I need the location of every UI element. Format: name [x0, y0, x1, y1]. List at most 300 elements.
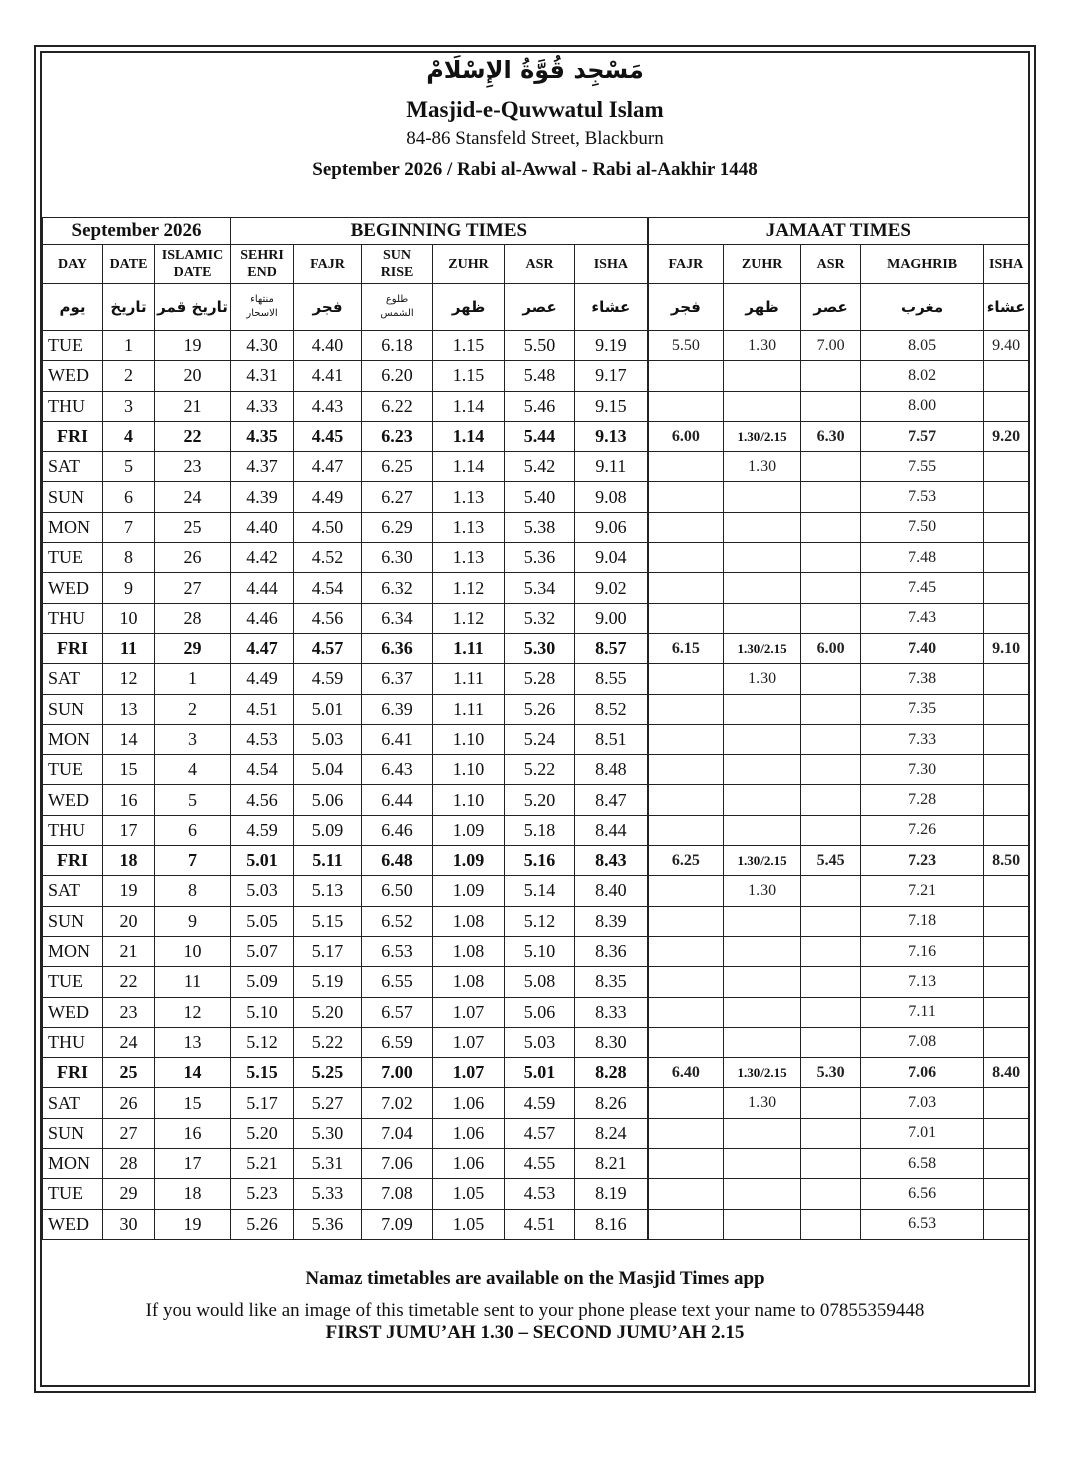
cell-sehri: 4.31 — [231, 361, 294, 391]
cell-day: WED — [43, 361, 103, 391]
table-row — [43, 573, 1029, 603]
cell-asr: 5.26 — [505, 694, 575, 724]
cell-j-fajr — [648, 755, 724, 785]
cell-j-fajr — [648, 967, 724, 997]
cell-j-maghrib: 8.05 — [861, 331, 984, 361]
month-heading: September 2026 / Rabi al-Awwal - Rabi al-Aakhir 1448 — [312, 159, 758, 180]
cell-j-zuhr — [724, 1149, 801, 1179]
cell-date: 24 — [103, 1027, 155, 1057]
cell-islamic: 6 — [155, 815, 231, 845]
cell-isha: 9.06 — [575, 512, 648, 542]
ar-col-asr: عصر — [505, 284, 575, 331]
cell-day: SAT — [43, 1088, 103, 1118]
cell-j-asr — [801, 361, 861, 391]
table-row — [43, 391, 1029, 421]
cell-fajr: 5.31 — [294, 1149, 362, 1179]
cell-j-isha — [984, 543, 1029, 573]
col-fajr: FAJR — [294, 245, 362, 284]
table-row — [43, 876, 1029, 906]
cell-j-maghrib: 7.43 — [861, 603, 984, 633]
cell-day: MON — [43, 936, 103, 966]
cell-day: WED — [43, 1209, 103, 1239]
cell-isha: 9.19 — [575, 331, 648, 361]
cell-fajr: 4.57 — [294, 633, 362, 663]
cell-islamic: 1 — [155, 664, 231, 694]
cell-islamic: 12 — [155, 997, 231, 1027]
cell-j-maghrib: 7.23 — [861, 846, 984, 876]
cell-sunrise: 6.30 — [362, 543, 433, 573]
cell-j-fajr — [648, 785, 724, 815]
cell-sunrise: 7.08 — [362, 1179, 433, 1209]
cell-isha: 9.02 — [575, 573, 648, 603]
cell-sehri: 5.15 — [231, 1058, 294, 1088]
cell-j-zuhr: 1.30/2.15 — [724, 633, 801, 663]
ar-col-date: تاريخ — [103, 284, 155, 331]
cell-j-maghrib: 7.50 — [861, 512, 984, 542]
table-row — [43, 936, 1029, 966]
cell-islamic: 2 — [155, 694, 231, 724]
cell-islamic: 11 — [155, 967, 231, 997]
cell-date: 30 — [103, 1209, 155, 1239]
cell-zuhr: 1.08 — [433, 967, 505, 997]
ar-col-sunrise: طلوع الشمس — [362, 284, 433, 331]
cell-zuhr: 1.10 — [433, 785, 505, 815]
cell-sehri: 4.42 — [231, 543, 294, 573]
cell-day: SAT — [43, 452, 103, 482]
ar-col-jamaat-asr: عصر — [801, 284, 861, 331]
table-row — [43, 603, 1029, 633]
cell-sehri: 5.01 — [231, 846, 294, 876]
cell-day: TUE — [43, 1179, 103, 1209]
arabic-masjid-name: مَسْجِد قُوَّةُ الإِسْلَامْ — [426, 56, 644, 84]
cell-j-fajr — [648, 573, 724, 603]
table-row — [43, 633, 1029, 663]
cell-j-zuhr — [724, 694, 801, 724]
cell-j-asr — [801, 1027, 861, 1057]
cell-asr: 4.55 — [505, 1149, 575, 1179]
cell-isha: 9.04 — [575, 543, 648, 573]
cell-j-fajr — [648, 452, 724, 482]
cell-j-asr — [801, 603, 861, 633]
ar-col-jamaat-maghrib: مغرب — [861, 284, 984, 331]
col-zuhr: ZUHR — [433, 245, 505, 284]
cell-zuhr: 1.13 — [433, 543, 505, 573]
cell-j-isha: 8.40 — [984, 1058, 1029, 1088]
cell-j-fajr — [648, 664, 724, 694]
cell-j-asr — [801, 391, 861, 421]
timetable-header — [42, 52, 1028, 217]
cell-day: FRI — [43, 421, 103, 451]
cell-j-asr — [801, 664, 861, 694]
cell-fajr: 5.17 — [294, 936, 362, 966]
cell-fajr: 5.30 — [294, 1118, 362, 1148]
cell-zuhr: 1.05 — [433, 1179, 505, 1209]
cell-date: 4 — [103, 421, 155, 451]
ar-col-islamic: تاريخ قمر — [155, 284, 231, 331]
cell-j-isha — [984, 1209, 1029, 1239]
cell-j-zuhr: 1.30 — [724, 1088, 801, 1118]
cell-zuhr: 1.10 — [433, 724, 505, 754]
cell-j-zuhr — [724, 512, 801, 542]
cell-zuhr: 1.13 — [433, 512, 505, 542]
cell-islamic: 25 — [155, 512, 231, 542]
cell-zuhr: 1.08 — [433, 906, 505, 936]
cell-zuhr: 1.15 — [433, 331, 505, 361]
cell-asr: 5.32 — [505, 603, 575, 633]
cell-sehri: 5.20 — [231, 1118, 294, 1148]
cell-date: 23 — [103, 997, 155, 1027]
cell-fajr: 5.27 — [294, 1088, 362, 1118]
cell-sunrise: 6.55 — [362, 967, 433, 997]
cell-fajr: 5.25 — [294, 1058, 362, 1088]
cell-j-maghrib: 7.57 — [861, 421, 984, 451]
cell-j-maghrib: 7.40 — [861, 633, 984, 663]
cell-j-fajr: 6.00 — [648, 421, 724, 451]
cell-date: 10 — [103, 603, 155, 633]
cell-islamic: 18 — [155, 1179, 231, 1209]
cell-j-isha: 9.40 — [984, 331, 1029, 361]
cell-asr: 4.51 — [505, 1209, 575, 1239]
cell-j-fajr — [648, 997, 724, 1027]
cell-j-fajr — [648, 1179, 724, 1209]
cell-fajr: 5.04 — [294, 755, 362, 785]
cell-j-fajr — [648, 482, 724, 512]
cell-day: THU — [43, 815, 103, 845]
cell-day: MON — [43, 724, 103, 754]
cell-zuhr: 1.11 — [433, 633, 505, 663]
cell-j-asr — [801, 482, 861, 512]
cell-j-maghrib: 7.06 — [861, 1058, 984, 1088]
cell-sunrise: 6.36 — [362, 633, 433, 663]
cell-j-asr — [801, 543, 861, 573]
col-sunrise: SUN RISE — [362, 245, 433, 284]
table-row — [43, 755, 1029, 785]
cell-j-zuhr — [724, 997, 801, 1027]
cell-j-zuhr: 1.30/2.15 — [724, 1058, 801, 1088]
table-row — [43, 906, 1029, 936]
cell-date: 27 — [103, 1118, 155, 1148]
table-row — [43, 331, 1029, 361]
cell-isha: 8.51 — [575, 724, 648, 754]
ar-col-fajr: فجر — [294, 284, 362, 331]
timetable-body — [43, 331, 1029, 1240]
cell-j-maghrib: 7.38 — [861, 664, 984, 694]
cell-j-isha — [984, 1149, 1029, 1179]
cell-day: FRI — [43, 846, 103, 876]
cell-j-isha — [984, 391, 1029, 421]
cell-j-zuhr: 1.30 — [724, 452, 801, 482]
cell-isha: 8.33 — [575, 997, 648, 1027]
cell-isha: 8.48 — [575, 755, 648, 785]
ar-col-jamaat-isha: عشاء — [984, 284, 1029, 331]
cell-j-asr — [801, 1209, 861, 1239]
cell-asr: 4.53 — [505, 1179, 575, 1209]
cell-j-asr — [801, 997, 861, 1027]
cell-sehri: 4.35 — [231, 421, 294, 451]
cell-j-maghrib: 8.00 — [861, 391, 984, 421]
cell-j-isha: 8.50 — [984, 846, 1029, 876]
cell-sunrise: 6.25 — [362, 452, 433, 482]
cell-zuhr: 1.11 — [433, 694, 505, 724]
cell-isha: 9.15 — [575, 391, 648, 421]
cell-asr: 5.06 — [505, 997, 575, 1027]
cell-sunrise: 6.18 — [362, 331, 433, 361]
cell-islamic: 3 — [155, 724, 231, 754]
text-note: If you would like an image of this timetable sent to your phone please text your name to 07855359448 — [145, 1300, 925, 1321]
cell-isha: 8.39 — [575, 906, 648, 936]
cell-j-isha — [984, 482, 1029, 512]
cell-sunrise: 6.53 — [362, 936, 433, 966]
cell-day: SUN — [43, 906, 103, 936]
cell-islamic: 10 — [155, 936, 231, 966]
cell-asr: 5.22 — [505, 755, 575, 785]
cell-isha: 8.19 — [575, 1179, 648, 1209]
cell-j-isha — [984, 361, 1029, 391]
cell-islamic: 17 — [155, 1149, 231, 1179]
cell-zuhr: 1.07 — [433, 1058, 505, 1088]
cell-sunrise: 6.37 — [362, 664, 433, 694]
cell-j-isha — [984, 906, 1029, 936]
jumuah-note: FIRST JUMU’AH 1.30 – SECOND JUMU’AH 2.15 — [325, 1322, 745, 1343]
cell-isha: 8.44 — [575, 815, 648, 845]
cell-j-maghrib: 7.30 — [861, 755, 984, 785]
cell-date: 17 — [103, 815, 155, 845]
cell-sehri: 4.37 — [231, 452, 294, 482]
month-group-label: September 2026 — [43, 218, 231, 245]
cell-j-asr — [801, 1149, 861, 1179]
cell-islamic: 4 — [155, 755, 231, 785]
cell-asr: 5.50 — [505, 331, 575, 361]
cell-date: 16 — [103, 785, 155, 815]
cell-day: SUN — [43, 482, 103, 512]
cell-sunrise: 6.59 — [362, 1027, 433, 1057]
cell-day: FRI — [43, 633, 103, 663]
cell-day: THU — [43, 391, 103, 421]
cell-j-asr — [801, 815, 861, 845]
cell-zuhr: 1.09 — [433, 815, 505, 845]
cell-zuhr: 1.12 — [433, 603, 505, 633]
table-row — [43, 1149, 1029, 1179]
cell-sunrise: 6.43 — [362, 755, 433, 785]
cell-j-fajr — [648, 603, 724, 633]
cell-asr: 5.16 — [505, 846, 575, 876]
cell-j-maghrib: 7.13 — [861, 967, 984, 997]
cell-j-asr: 7.00 — [801, 331, 861, 361]
table-row — [43, 785, 1029, 815]
cell-asr: 4.57 — [505, 1118, 575, 1148]
table-row — [43, 724, 1029, 754]
cell-j-maghrib: 7.01 — [861, 1118, 984, 1148]
cell-j-asr — [801, 936, 861, 966]
ar-col-sehri: منتهاء الاسحار — [231, 284, 294, 331]
cell-j-maghrib: 6.58 — [861, 1149, 984, 1179]
cell-date: 26 — [103, 1088, 155, 1118]
cell-j-maghrib: 6.56 — [861, 1179, 984, 1209]
cell-j-zuhr — [724, 361, 801, 391]
cell-sunrise: 6.46 — [362, 815, 433, 845]
cell-asr: 5.40 — [505, 482, 575, 512]
table-row — [43, 1209, 1029, 1239]
cell-asr: 5.42 — [505, 452, 575, 482]
col-jamaat-asr: ASR — [801, 245, 861, 284]
cell-date: 12 — [103, 664, 155, 694]
cell-islamic: 20 — [155, 361, 231, 391]
cell-isha: 8.36 — [575, 936, 648, 966]
cell-isha: 8.40 — [575, 876, 648, 906]
cell-date: 5 — [103, 452, 155, 482]
cell-day: MON — [43, 512, 103, 542]
cell-j-fajr — [648, 543, 724, 573]
cell-j-fajr: 6.25 — [648, 846, 724, 876]
cell-asr: 5.48 — [505, 361, 575, 391]
col-date: DATE — [103, 245, 155, 284]
cell-fajr: 5.20 — [294, 997, 362, 1027]
cell-j-fajr — [648, 1027, 724, 1057]
cell-isha: 8.26 — [575, 1088, 648, 1118]
cell-isha: 8.28 — [575, 1058, 648, 1088]
table-row — [43, 694, 1029, 724]
cell-sunrise: 6.27 — [362, 482, 433, 512]
cell-date: 22 — [103, 967, 155, 997]
cell-fajr: 5.11 — [294, 846, 362, 876]
cell-asr: 5.18 — [505, 815, 575, 845]
cell-j-isha — [984, 1088, 1029, 1118]
cell-sehri: 5.05 — [231, 906, 294, 936]
cell-asr: 5.28 — [505, 664, 575, 694]
cell-sehri: 4.30 — [231, 331, 294, 361]
cell-isha: 9.13 — [575, 421, 648, 451]
cell-date: 14 — [103, 724, 155, 754]
cell-zuhr: 1.14 — [433, 421, 505, 451]
cell-asr: 5.01 — [505, 1058, 575, 1088]
cell-fajr: 5.19 — [294, 967, 362, 997]
cell-isha: 9.00 — [575, 603, 648, 633]
cell-j-isha — [984, 755, 1029, 785]
cell-j-isha: 9.20 — [984, 421, 1029, 451]
cell-asr: 5.46 — [505, 391, 575, 421]
cell-j-fajr — [648, 724, 724, 754]
cell-date: 13 — [103, 694, 155, 724]
cell-j-zuhr — [724, 785, 801, 815]
cell-sehri: 4.46 — [231, 603, 294, 633]
cell-fajr: 5.13 — [294, 876, 362, 906]
masjid-address: 84-86 Stansfeld Street, Blackburn — [406, 128, 664, 149]
cell-sehri: 5.23 — [231, 1179, 294, 1209]
cell-sehri: 5.10 — [231, 997, 294, 1027]
cell-islamic: 19 — [155, 1209, 231, 1239]
timetable-footer — [42, 1268, 1028, 1344]
cell-sunrise: 6.34 — [362, 603, 433, 633]
cell-date: 25 — [103, 1058, 155, 1088]
cell-day: THU — [43, 1027, 103, 1057]
cell-date: 8 — [103, 543, 155, 573]
col-asr: ASR — [505, 245, 575, 284]
cell-j-fajr — [648, 694, 724, 724]
col-isha: ISHA — [575, 245, 648, 284]
cell-j-maghrib: 7.55 — [861, 452, 984, 482]
col-islamic-date: ISLAMIC DATE — [155, 245, 231, 284]
cell-islamic: 23 — [155, 452, 231, 482]
cell-sehri: 4.51 — [231, 694, 294, 724]
cell-j-fajr — [648, 1149, 724, 1179]
cell-islamic: 26 — [155, 543, 231, 573]
cell-islamic: 19 — [155, 331, 231, 361]
table-row — [43, 1179, 1029, 1209]
cell-j-maghrib: 7.35 — [861, 694, 984, 724]
cell-day: TUE — [43, 967, 103, 997]
cell-j-zuhr — [724, 936, 801, 966]
cell-isha: 9.17 — [575, 361, 648, 391]
table-row — [43, 815, 1029, 845]
cell-asr: 5.24 — [505, 724, 575, 754]
cell-date: 7 — [103, 512, 155, 542]
cell-sehri: 4.56 — [231, 785, 294, 815]
cell-sunrise: 6.20 — [362, 361, 433, 391]
cell-j-maghrib: 7.48 — [861, 543, 984, 573]
cell-zuhr: 1.06 — [433, 1118, 505, 1148]
cell-j-fajr: 5.50 — [648, 331, 724, 361]
cell-islamic: 24 — [155, 482, 231, 512]
cell-zuhr: 1.09 — [433, 876, 505, 906]
cell-asr: 5.36 — [505, 543, 575, 573]
cell-j-fajr — [648, 876, 724, 906]
cell-j-maghrib: 7.26 — [861, 815, 984, 845]
cell-sehri: 4.53 — [231, 724, 294, 754]
ar-col-jamaat-zuhr: ظهر — [724, 284, 801, 331]
cell-isha: 8.24 — [575, 1118, 648, 1148]
cell-sehri: 5.26 — [231, 1209, 294, 1239]
cell-date: 3 — [103, 391, 155, 421]
cell-j-zuhr: 1.30 — [724, 664, 801, 694]
cell-asr: 5.20 — [505, 785, 575, 815]
cell-j-isha — [984, 815, 1029, 845]
cell-zuhr: 1.07 — [433, 997, 505, 1027]
cell-isha: 9.08 — [575, 482, 648, 512]
cell-fajr: 4.45 — [294, 421, 362, 451]
cell-j-isha — [984, 452, 1029, 482]
cell-j-isha: 9.10 — [984, 633, 1029, 663]
cell-asr: 5.44 — [505, 421, 575, 451]
cell-fajr: 4.52 — [294, 543, 362, 573]
cell-sunrise: 6.57 — [362, 997, 433, 1027]
jamaat-times-label: JAMAAT TIMES — [648, 218, 1029, 245]
cell-asr: 5.08 — [505, 967, 575, 997]
cell-isha: 8.55 — [575, 664, 648, 694]
cell-date: 29 — [103, 1179, 155, 1209]
cell-asr: 5.34 — [505, 573, 575, 603]
cell-j-zuhr — [724, 1027, 801, 1057]
cell-j-isha — [984, 1118, 1029, 1148]
cell-sunrise: 6.41 — [362, 724, 433, 754]
cell-isha: 8.43 — [575, 846, 648, 876]
table-row — [43, 1058, 1029, 1088]
cell-sunrise: 6.52 — [362, 906, 433, 936]
cell-islamic: 21 — [155, 391, 231, 421]
cell-sunrise: 6.23 — [362, 421, 433, 451]
cell-j-zuhr — [724, 482, 801, 512]
cell-j-asr — [801, 452, 861, 482]
cell-day: THU — [43, 603, 103, 633]
cell-j-asr — [801, 785, 861, 815]
cell-isha: 8.35 — [575, 967, 648, 997]
table-row — [43, 512, 1029, 542]
cell-j-maghrib: 8.02 — [861, 361, 984, 391]
cell-date: 6 — [103, 482, 155, 512]
cell-j-zuhr — [724, 724, 801, 754]
cell-date: 21 — [103, 936, 155, 966]
cell-islamic: 27 — [155, 573, 231, 603]
col-jamaat-fajr: FAJR — [648, 245, 724, 284]
